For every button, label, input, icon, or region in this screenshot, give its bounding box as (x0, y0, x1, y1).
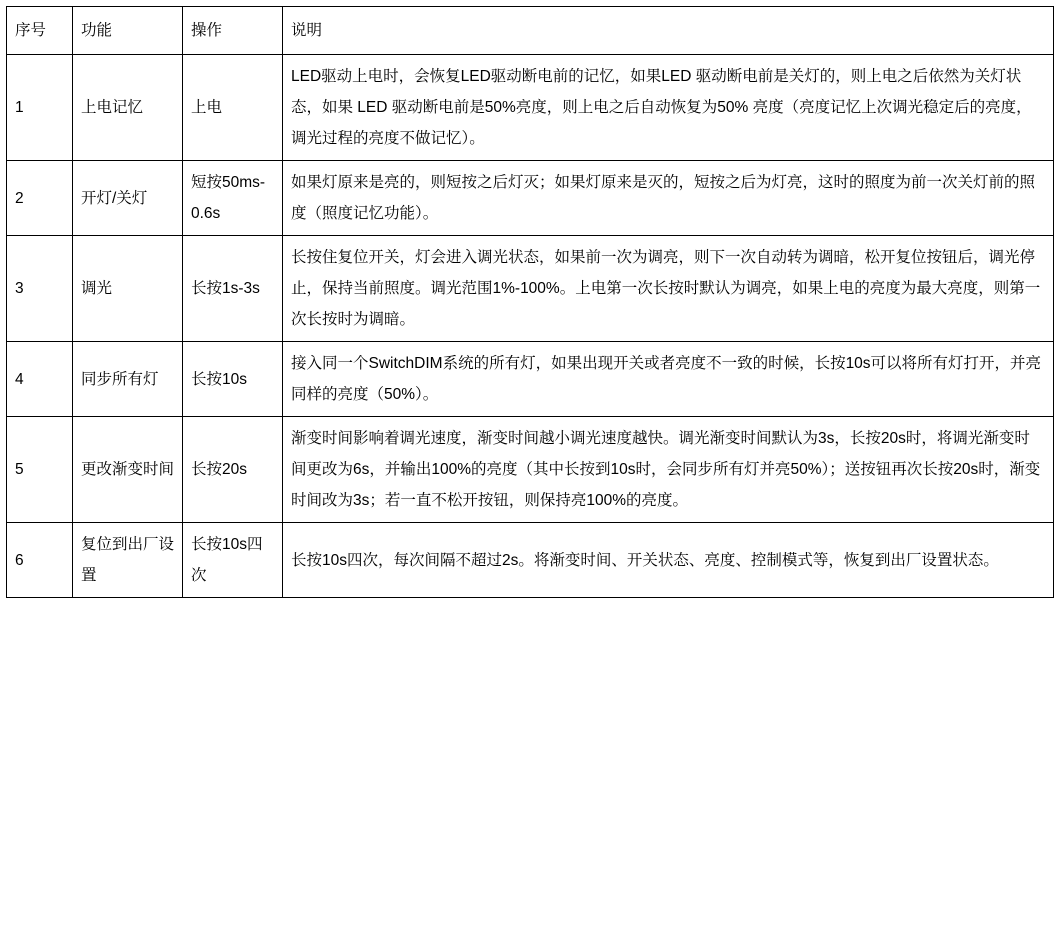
function-operation-table (6, 6, 1054, 598)
cell-description: 长按住复位开关，灯会进入调光状态，如果前一次为调亮，则下一次自动转为调暗，松开复位按钮后，调光停止，保持当前照度。调光范围1%-100%。上电第一次长按时默认为调亮，如果上电的亮度为最大亮度，则第一次长按时为调暗。 (283, 236, 1054, 342)
table-header-cell-function: 功能 (73, 7, 183, 55)
cell-description: 长按10s四次，每次间隔不超过2s。将渐变时间、开关状态、亮度、控制模式等，恢复到出厂设置状态。 (283, 523, 1054, 598)
cell-description: 如果灯原来是亮的，则短按之后灯灭；如果灯原来是灭的，短按之后为灯亮，这时的照度为前一次关灯前的照度（照度记忆功能）。 (283, 161, 1054, 236)
cell-operation: 短按50ms-0.6s (183, 161, 283, 236)
table-header-cell-no: 序号 (7, 7, 73, 55)
cell-function: 同步所有灯 (73, 342, 183, 417)
cell-no: 2 (7, 161, 73, 236)
table-row (7, 417, 1054, 523)
table-row (7, 161, 1054, 236)
cell-function: 调光 (73, 236, 183, 342)
cell-no: 4 (7, 342, 73, 417)
table-body (7, 55, 1054, 598)
table-header-cell-operation: 操作 (183, 7, 283, 55)
table-header-cell-description: 说明 (283, 7, 1054, 55)
cell-no: 5 (7, 417, 73, 523)
cell-operation: 上电 (183, 55, 283, 161)
cell-description: 接入同一个SwitchDIM系统的所有灯，如果出现开关或者亮度不一致的时候，长按10s可以将所有灯打开，并亮同样的亮度（50%）。 (283, 342, 1054, 417)
cell-operation: 长按20s (183, 417, 283, 523)
table-row (7, 55, 1054, 161)
cell-description: 渐变时间影响着调光速度，渐变时间越小调光速度越快。调光渐变时间默认为3s，长按20s时，将调光渐变时间更改为6s，并输出100%的亮度（其中长按到10s时，会同步所有灯并亮50%）；送按钮再次长按20s时，渐变时间改为3s；若一直不松开按钮，则保持亮100%的亮度。 (283, 417, 1054, 523)
cell-description: LED驱动上电时，会恢复LED驱动断电前的记忆，如果LED 驱动断电前是关灯的，则上电之后依然为关灯状态，如果 LED 驱动断电前是50%亮度，则上电之后自动恢复为50% 亮度（亮度记忆上次调光稳定后的亮度，调光过程的亮度不做记忆）。 (283, 55, 1054, 161)
cell-operation: 长按10s (183, 342, 283, 417)
table-header-row (7, 7, 1054, 55)
cell-function: 复位到出厂设置 (73, 523, 183, 598)
table-row (7, 236, 1054, 342)
cell-operation: 长按10s四次 (183, 523, 283, 598)
cell-no: 3 (7, 236, 73, 342)
cell-function: 开灯/关灯 (73, 161, 183, 236)
cell-no: 1 (7, 55, 73, 161)
table-header (7, 7, 1054, 55)
cell-function: 更改渐变时间 (73, 417, 183, 523)
cell-no: 6 (7, 523, 73, 598)
table-row (7, 342, 1054, 417)
table-row (7, 523, 1054, 598)
cell-function: 上电记忆 (73, 55, 183, 161)
cell-operation: 长按1s-3s (183, 236, 283, 342)
